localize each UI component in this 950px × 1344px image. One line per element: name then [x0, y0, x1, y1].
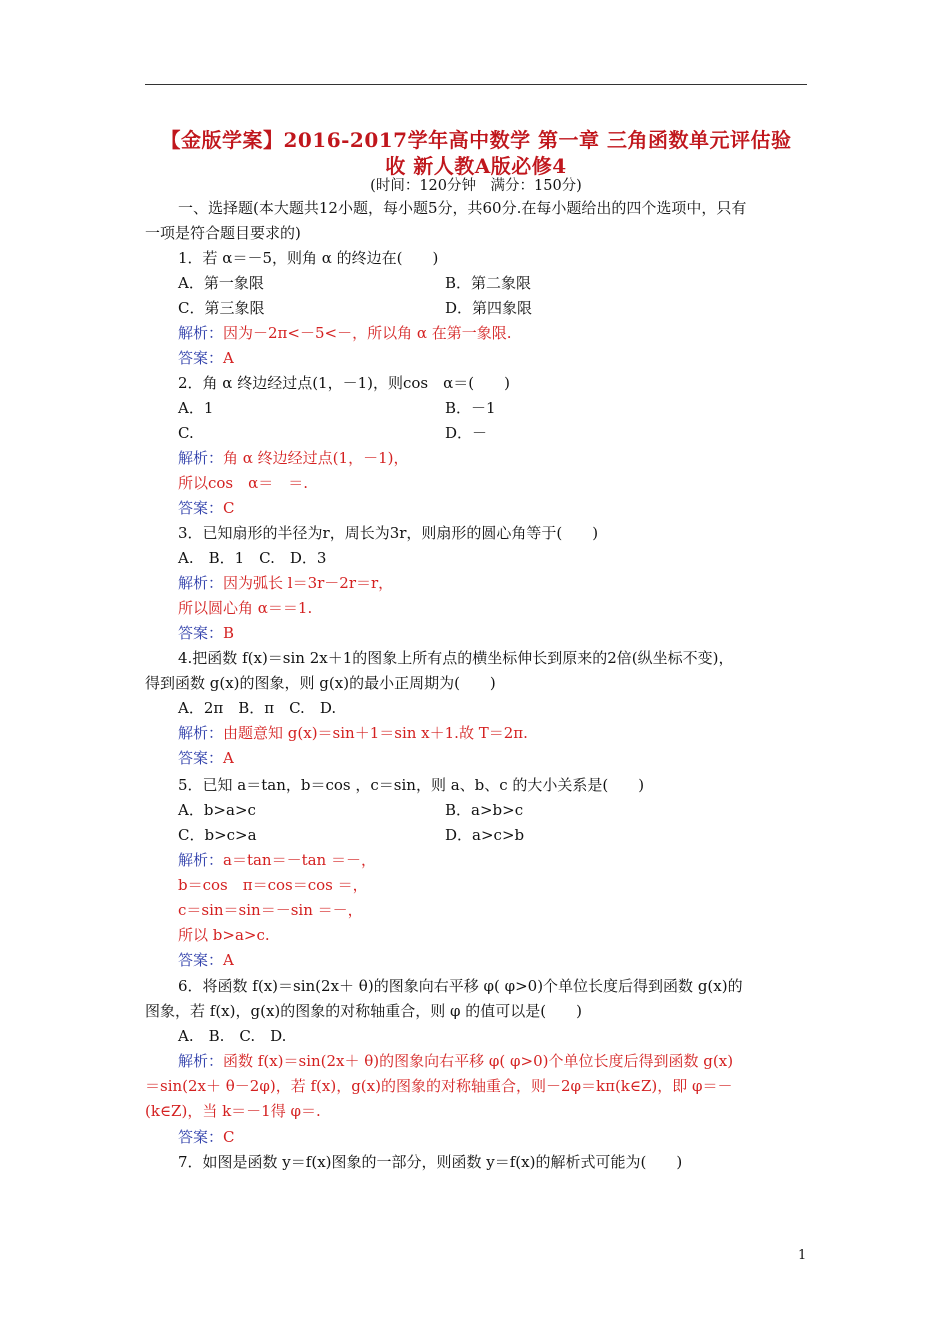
q6-answer	[178, 1127, 235, 1147]
answer-value: B	[223, 624, 235, 642]
q5-option-d: D．a>c>b	[445, 826, 525, 844]
q3-stem: 3．已知扇形的半径为r，周长为3r，则扇形的圆心角等于( )	[178, 524, 599, 542]
solution-label: 解析：	[178, 1052, 224, 1070]
q2-option-a: A．1	[178, 399, 214, 417]
q5-solution-cont: c＝sin＝sin＝－sin ＝－，	[178, 901, 363, 919]
answer-value: A	[223, 951, 234, 969]
solution-text: 因为－2π<－5<－，所以角 α 在第一象限.	[223, 324, 512, 342]
doc-title-line1: 【金版学案】2016-2017学年高中数学 第一章 三角函数单元评估验	[160, 128, 792, 152]
q1-solution	[178, 323, 512, 343]
q1-stem: 1．若 α＝－5，则角 α 的终边在( )	[178, 249, 439, 267]
q6-stem-cont: 图象，若 f(x)，g(x)的图象的对称轴重合，则 φ 的值可以是( )	[145, 1002, 582, 1020]
q2-option-c: C.	[178, 424, 194, 442]
q1-option-d: D．第四象限	[445, 299, 533, 317]
q2-solution	[178, 448, 408, 468]
q6-solution	[178, 1051, 733, 1071]
solution-text: 因为弧长 l＝3r－2r＝r，	[223, 574, 394, 592]
q2-solution-cont: 所以cos α＝ ＝.	[178, 474, 309, 492]
q6-stem: 6．将函数 f(x)＝sin(2x＋ θ)的图象向右平移 φ( φ>0)个单位长度后得到函数 g(x)的	[178, 977, 743, 995]
q5-option-b: B．a>b>c	[445, 801, 524, 819]
q4-solution	[178, 723, 528, 743]
q5-solution	[178, 850, 376, 870]
q6-solution-cont: (k∈Z)，当 k＝－1得 φ＝.	[145, 1102, 321, 1120]
answer-label: 答案：	[178, 749, 224, 767]
q5-option-a: A．b>a>c	[178, 801, 256, 819]
answer-label: 答案：	[178, 1128, 224, 1146]
solution-label: 解析：	[178, 724, 224, 742]
q6-options: A. B. C. D.	[178, 1027, 287, 1045]
q2-option-d: D．－	[445, 424, 488, 442]
q5-option-c: C．b>c>a	[178, 826, 257, 844]
solution-text: 函数 f(x)＝sin(2x＋ θ)的图象向右平移 φ( φ>0)个单位长度后得到函数 g(x)	[223, 1052, 734, 1070]
answer-label: 答案：	[178, 951, 224, 969]
q2-stem: 2．角 α 终边经过点(1，－1)，则cos α＝( )	[178, 374, 510, 392]
solution-label: 解析：	[178, 851, 224, 869]
q4-options: A．2π B．π C. D.	[178, 699, 337, 717]
q1-option-b: B．第二象限	[445, 274, 532, 292]
q4-stem-cont: 得到函数 g(x)的图象，则 g(x)的最小正周期为( )	[145, 674, 496, 692]
q5-stem: 5．已知 a＝tan，b＝cos ，c＝sin，则 a、b、c 的大小关系是( )	[178, 776, 645, 794]
doc-title-line2: 收 新人教A版必修4	[385, 154, 567, 178]
solution-text: 角 α 终边经过点(1，－1)，	[223, 449, 409, 467]
answer-value: C	[223, 1128, 235, 1146]
solution-text: 由题意知 g(x)＝sin＋1＝sin x＋1.故 T＝2π.	[223, 724, 528, 742]
answer-value: A	[223, 749, 234, 767]
q3-options: A. B．1 C. D．3	[178, 549, 327, 567]
answer-label: 答案：	[178, 349, 224, 367]
section-heading: 一、选择题(本大题共12小题，每小题5分，共60分.在每小题给出的四个选项中，只有	[178, 199, 747, 217]
header-rule	[145, 84, 807, 85]
solution-label: 解析：	[178, 574, 224, 592]
answer-value: C	[223, 499, 235, 517]
q2-answer	[178, 498, 235, 518]
answer-label: 答案：	[178, 624, 224, 642]
q2-option-b: B．－1	[445, 399, 496, 417]
q5-answer	[178, 950, 234, 970]
q5-solution-cont: b＝cos π＝cos＝cos ＝，	[178, 876, 368, 894]
q3-solution	[178, 573, 393, 593]
solution-label: 解析：	[178, 449, 224, 467]
doc-subtitle: (时间：120分钟 满分：150分)	[370, 178, 582, 194]
q4-stem: 4.把函数 f(x)＝sin 2x＋1的图象上所有点的横坐标伸长到原来的2倍(纵坐标不变)，	[178, 649, 734, 667]
q7-stem: 7．如图是函数 y＝f(x)图象的一部分，则函数 y＝f(x)的解析式可能为( )	[178, 1153, 683, 1171]
q1-option-a: A．第一象限	[178, 274, 264, 292]
q5-solution-cont: 所以 b>a>c.	[178, 926, 270, 944]
section-heading-cont: 一项是符合题目要求的)	[145, 224, 301, 242]
page-number: 1	[798, 1248, 807, 1263]
answer-label: 答案：	[178, 499, 224, 517]
q4-answer	[178, 748, 234, 768]
q1-option-c: C．第三象限	[178, 299, 265, 317]
solution-text: a＝tan＝－tan ＝－，	[223, 851, 376, 869]
q6-solution-cont: ＝sin(2x＋ θ－2φ)，若 f(x)，g(x)的图象的对称轴重合，则－2φ＝kπ(k∈Z)，即 φ＝－	[145, 1077, 733, 1095]
answer-value: A	[223, 349, 234, 367]
q1-answer	[178, 348, 234, 368]
q3-solution-cont: 所以圆心角 α＝＝1.	[178, 599, 313, 617]
solution-label: 解析：	[178, 324, 224, 342]
q3-answer	[178, 623, 234, 643]
